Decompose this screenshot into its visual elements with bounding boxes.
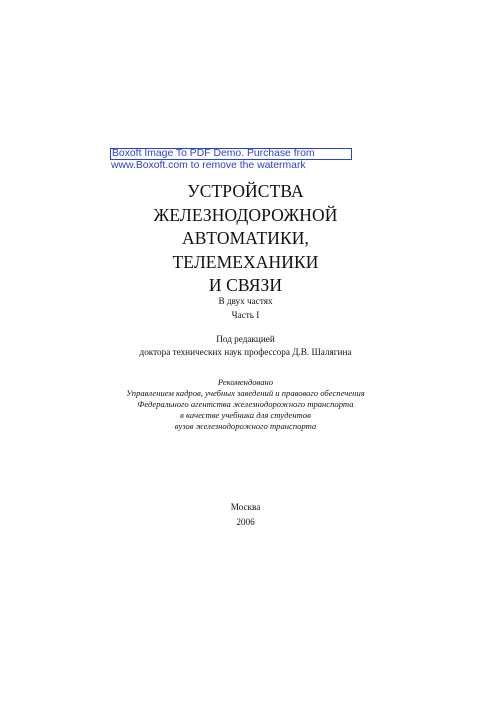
title-line: ТЕЛЕМЕХАНИКИ bbox=[172, 251, 319, 272]
watermark-text-line-1: Boxoft Image To PDF Demo. Purchase from bbox=[112, 148, 315, 159]
imprint-city: Москва bbox=[230, 502, 261, 512]
title-line: УСТРОЙСТВА bbox=[187, 181, 304, 201]
recommendation-line: Управлением кадров, учебных заведений и правового обеспечения bbox=[126, 388, 365, 398]
recommendation-line: в качестве учебника для студентов bbox=[180, 410, 311, 420]
title-line: АВТОМАТИКИ, bbox=[182, 228, 309, 248]
recommendation-heading: Рекомендовано bbox=[217, 377, 274, 387]
part-number: Часть I bbox=[231, 310, 260, 320]
parts-count: В двух частях bbox=[218, 296, 273, 306]
watermark-text-line-2: www.Boxoft.com to remove the watermark bbox=[111, 160, 306, 171]
title-line: И СВЯЗИ bbox=[208, 275, 283, 295]
book-title bbox=[0, 180, 491, 298]
recommendation-line: вузов железнодорожного транспорта bbox=[174, 421, 317, 431]
editor-name: доктора технических наук профессора Д.В. Шалягина bbox=[139, 347, 352, 357]
title-line: ЖЕЛЕЗНОДОРОЖНОЙ bbox=[153, 204, 338, 225]
editor-label: Под редакцией bbox=[216, 334, 275, 344]
imprint-year: 2006 bbox=[236, 517, 255, 527]
recommendation-line: Федерального агентства железнодорожного транспорта bbox=[137, 399, 354, 409]
